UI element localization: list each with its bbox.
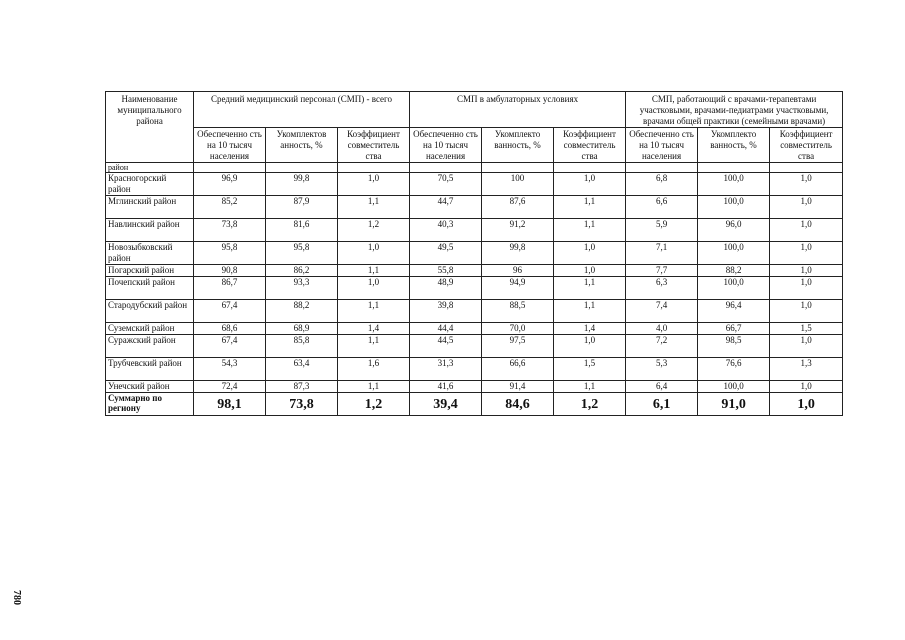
value-cell: 98,5 [698, 335, 770, 358]
value-cell: 86,2 [266, 265, 338, 277]
value-cell: 44,5 [410, 335, 482, 358]
district-name-cell: Навлинский район [106, 219, 194, 242]
district-name-cell: Погарский район [106, 265, 194, 277]
value-cell: 96,9 [194, 173, 266, 196]
value-cell: 88,2 [698, 265, 770, 277]
header-subcol: Коэффициент совместитель ства [338, 128, 410, 163]
value-cell: 39,8 [410, 300, 482, 323]
value-cell: 6,6 [626, 196, 698, 219]
value-cell: 5,3 [626, 358, 698, 381]
value-cell: 41,6 [410, 381, 482, 393]
value-cell: 91,2 [482, 219, 554, 242]
district-name-cell: Унечский район [106, 381, 194, 393]
value-cell: 96,4 [698, 300, 770, 323]
value-cell: 1,0 [554, 242, 626, 265]
value-cell: 66,7 [698, 323, 770, 335]
value-cell: 72,4 [194, 381, 266, 393]
header-group-total-nurses: Средний медицинский персонал (СМП) - всего [194, 92, 410, 128]
total-value-cell: 39,4 [410, 393, 482, 416]
table-row [106, 358, 843, 381]
table-row [106, 242, 843, 265]
district-name-cell: Трубчевский район [106, 358, 194, 381]
staffing-table [105, 91, 843, 416]
header-group-nurses-with-physicians: СМП, работающий с врачами-терапевтами участковыми, врачами-педиатрами участковыми, врачами общей практики (семейными врачами) [626, 92, 843, 128]
value-cell: 1,0 [770, 335, 843, 358]
table-row [106, 335, 843, 358]
value-cell: 100,0 [698, 242, 770, 265]
district-name-cell: Почепский район [106, 277, 194, 300]
value-cell: 86,7 [194, 277, 266, 300]
table-row [106, 196, 843, 219]
value-cell: 96,0 [698, 219, 770, 242]
value-cell: 1,1 [338, 265, 410, 277]
value-cell: 87,6 [482, 196, 554, 219]
value-cell: 1,1 [338, 196, 410, 219]
district-name-cell: Новозыбковский район [106, 242, 194, 265]
value-cell: 1,0 [770, 265, 843, 277]
value-cell: 1,1 [554, 381, 626, 393]
header-subcol: Обеспеченно сть на 10 тысяч населения [626, 128, 698, 163]
value-cell: 81,6 [266, 219, 338, 242]
header-district-name: Наименование муниципального района [106, 92, 194, 163]
value-cell: 1,0 [770, 219, 843, 242]
value-cell: 49,5 [410, 242, 482, 265]
value-cell: 87,9 [266, 196, 338, 219]
value-cell: 7,1 [626, 242, 698, 265]
table-row [106, 265, 843, 277]
header-subcol: Укомплектов анность, % [266, 128, 338, 163]
value-cell: 1,1 [554, 196, 626, 219]
value-cell: 99,8 [482, 242, 554, 265]
total-value-cell: 1,2 [554, 393, 626, 416]
value-cell: 1,1 [554, 300, 626, 323]
value-cell: 31,3 [410, 358, 482, 381]
total-value-cell: 84,6 [482, 393, 554, 416]
district-name-cell: Красногорский район [106, 173, 194, 196]
total-value-cell: 1,0 [770, 393, 843, 416]
header-subcol: Укомплекто ванность, % [698, 128, 770, 163]
value-cell: 1,0 [770, 277, 843, 300]
total-label: Суммарно по региону [106, 393, 194, 416]
value-cell: 94,9 [482, 277, 554, 300]
value-cell: 7,7 [626, 265, 698, 277]
value-cell: 6,8 [626, 173, 698, 196]
value-cell: 1,1 [554, 219, 626, 242]
district-name-cell: Суражский район [106, 335, 194, 358]
data-table-container [105, 91, 838, 416]
value-cell: 1,0 [770, 242, 843, 265]
district-name-cell: Мглинский район [106, 196, 194, 219]
value-cell: 1,2 [338, 219, 410, 242]
total-value-cell: 73,8 [266, 393, 338, 416]
district-name-cell: Стародубский район [106, 300, 194, 323]
header-group-ambulatory-nurses: СМП в амбулаторных условиях [410, 92, 626, 128]
header-subcol: Обеспеченно сть на 10 тысяч населения [194, 128, 266, 163]
value-cell: 7,2 [626, 335, 698, 358]
value-cell: 1,5 [554, 358, 626, 381]
total-value-cell: 91,0 [698, 393, 770, 416]
value-cell: 1,0 [770, 196, 843, 219]
value-cell: 48,9 [410, 277, 482, 300]
value-cell: 76,6 [698, 358, 770, 381]
value-cell: 1,0 [770, 381, 843, 393]
table-row [106, 381, 843, 393]
value-cell: 1,1 [338, 335, 410, 358]
table-row [106, 323, 843, 335]
value-cell: 1,3 [770, 358, 843, 381]
value-cell: 1,1 [554, 277, 626, 300]
value-cell: 87,3 [266, 381, 338, 393]
table-row [106, 277, 843, 300]
value-cell: 63,4 [266, 358, 338, 381]
value-cell: 88,2 [266, 300, 338, 323]
value-cell: 67,4 [194, 335, 266, 358]
value-cell: 100,0 [698, 196, 770, 219]
value-cell: 1,0 [554, 265, 626, 277]
value-cell: 85,8 [266, 335, 338, 358]
value-cell: 1,1 [338, 300, 410, 323]
value-cell: 1,6 [338, 358, 410, 381]
header-subcol: Коэффициент совместитель ства [554, 128, 626, 163]
value-cell: 4,0 [626, 323, 698, 335]
total-value-cell: 98,1 [194, 393, 266, 416]
page-number: 780 [11, 590, 22, 605]
value-cell: 54,3 [194, 358, 266, 381]
value-cell: 40,3 [410, 219, 482, 242]
value-cell: 1,0 [554, 335, 626, 358]
value-cell: 97,5 [482, 335, 554, 358]
value-cell: 44,7 [410, 196, 482, 219]
value-cell: 1,4 [338, 323, 410, 335]
value-cell: 68,9 [266, 323, 338, 335]
value-cell: 67,4 [194, 300, 266, 323]
value-cell: 1,0 [338, 277, 410, 300]
header-subcol: Укомплекто ванность, % [482, 128, 554, 163]
value-cell: 6,3 [626, 277, 698, 300]
total-value-cell: 1,2 [338, 393, 410, 416]
carry-over-row [106, 163, 843, 173]
value-cell: 7,4 [626, 300, 698, 323]
value-cell: 1,0 [770, 300, 843, 323]
value-cell: 68,6 [194, 323, 266, 335]
value-cell: 70,5 [410, 173, 482, 196]
value-cell: 100,0 [698, 381, 770, 393]
value-cell: 1,0 [338, 173, 410, 196]
value-cell: 93,3 [266, 277, 338, 300]
value-cell: 1,0 [554, 173, 626, 196]
value-cell: 100,0 [698, 173, 770, 196]
value-cell: 90,8 [194, 265, 266, 277]
value-cell: 85,2 [194, 196, 266, 219]
value-cell: 99,8 [266, 173, 338, 196]
value-cell: 96 [482, 265, 554, 277]
value-cell: 95,8 [266, 242, 338, 265]
carry-over-label: район [106, 163, 194, 173]
value-cell: 73,8 [194, 219, 266, 242]
header-subcol: Коэффициент совместитель ства [770, 128, 843, 163]
value-cell: 1,4 [554, 323, 626, 335]
value-cell: 1,0 [338, 242, 410, 265]
value-cell: 100 [482, 173, 554, 196]
total-value-cell: 6,1 [626, 393, 698, 416]
value-cell: 44,4 [410, 323, 482, 335]
value-cell: 55,8 [410, 265, 482, 277]
header-subcol: Обеспеченно сть на 10 тысяч населения [410, 128, 482, 163]
value-cell: 100,0 [698, 277, 770, 300]
district-name-cell: Суземский район [106, 323, 194, 335]
value-cell: 5,9 [626, 219, 698, 242]
total-row [106, 393, 843, 416]
table-row [106, 300, 843, 323]
value-cell: 1,0 [770, 173, 843, 196]
value-cell: 1,1 [338, 381, 410, 393]
value-cell: 88,5 [482, 300, 554, 323]
value-cell: 91,4 [482, 381, 554, 393]
table-row [106, 219, 843, 242]
value-cell: 70,0 [482, 323, 554, 335]
table-row [106, 173, 843, 196]
value-cell: 95,8 [194, 242, 266, 265]
table-body [106, 163, 843, 416]
value-cell: 66,6 [482, 358, 554, 381]
value-cell: 6,4 [626, 381, 698, 393]
value-cell: 1,5 [770, 323, 843, 335]
